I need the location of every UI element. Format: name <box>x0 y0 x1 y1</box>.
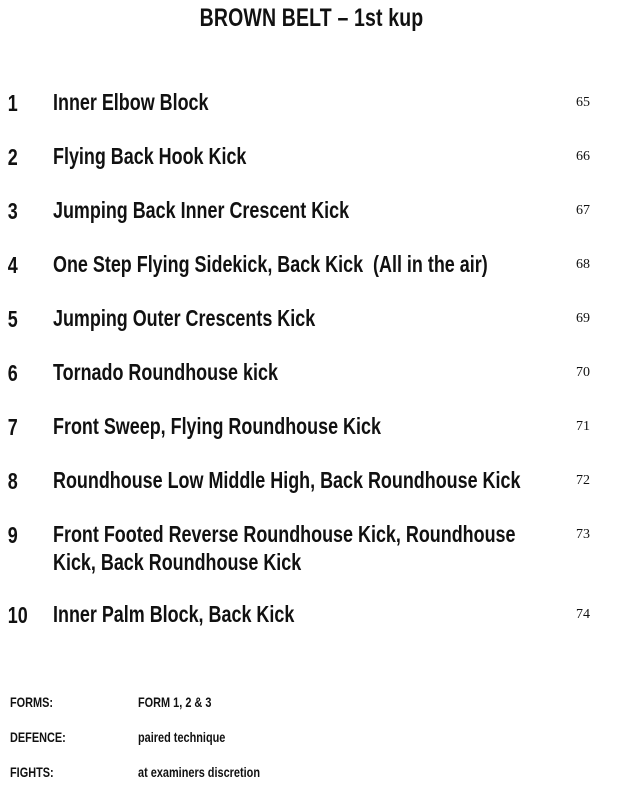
fights-label: FIGHTS: <box>10 764 54 780</box>
item-number: 1 <box>7 90 18 116</box>
list-item <box>0 304 623 334</box>
item-number: 5 <box>7 306 18 332</box>
list-item <box>0 466 623 496</box>
list-item <box>0 600 623 630</box>
list-item <box>0 250 623 280</box>
item-name: Roundhouse Low Middle High, Back Roundhouse Kick <box>53 467 521 493</box>
item-page-number: 66 <box>576 149 590 164</box>
item-name: Tornado Roundhouse kick <box>53 359 278 385</box>
item-page-number: 73 <box>576 527 590 542</box>
forms-value: FORM 1, 2 & 3 <box>138 694 212 710</box>
item-page-number: 74 <box>576 607 590 622</box>
item-page-number: 69 <box>576 311 590 326</box>
forms-label: FORMS: <box>10 694 54 710</box>
list-item <box>0 142 623 172</box>
item-name: Jumping Back Inner Crescent Kick <box>53 197 350 223</box>
item-name: Inner Elbow Block <box>53 89 209 115</box>
item-number: 2 <box>7 144 18 170</box>
item-name: Jumping Outer Crescents Kick <box>53 305 316 331</box>
item-name: Flying Back Hook Kick <box>53 143 247 169</box>
list-item <box>0 412 623 442</box>
grading-requirements <box>10 692 610 797</box>
list-item <box>0 358 623 388</box>
item-page-number: 70 <box>576 365 590 380</box>
item-page-number: 68 <box>576 257 590 272</box>
item-number: 9 <box>7 522 18 548</box>
fights-value: at examiners discretion <box>138 764 260 780</box>
item-name: One Step Flying Sidekick, Back Kick (All in the air) <box>53 251 488 277</box>
forms-row <box>10 692 610 727</box>
list-item <box>0 88 623 118</box>
list-item <box>0 196 623 226</box>
item-page-number: 65 <box>576 95 590 110</box>
item-number: 10 <box>7 602 28 628</box>
defence-row <box>10 727 610 762</box>
item-page-number: 72 <box>576 473 590 488</box>
item-name: Front Sweep, Flying Roundhouse Kick <box>53 413 381 439</box>
item-number: 6 <box>7 360 18 386</box>
technique-list <box>0 88 623 654</box>
list-item <box>0 520 623 576</box>
item-number: 3 <box>7 198 18 224</box>
page-title: BROWN BELT – 1st kup <box>199 4 424 32</box>
item-name: Inner Palm Block, Back Kick <box>53 601 295 627</box>
item-number: 7 <box>7 414 18 440</box>
item-number: 4 <box>7 252 18 278</box>
item-page-number: 71 <box>576 419 590 434</box>
item-number: 8 <box>7 468 18 494</box>
item-page-number: 67 <box>576 203 590 218</box>
defence-value: paired technique <box>138 729 226 745</box>
fights-row <box>10 762 610 797</box>
item-name: Front Footed Reverse Roundhouse Kick, Roundhouse Kick, Back Roundhouse Kick <box>53 521 516 575</box>
defence-label: DEFENCE: <box>10 729 66 745</box>
